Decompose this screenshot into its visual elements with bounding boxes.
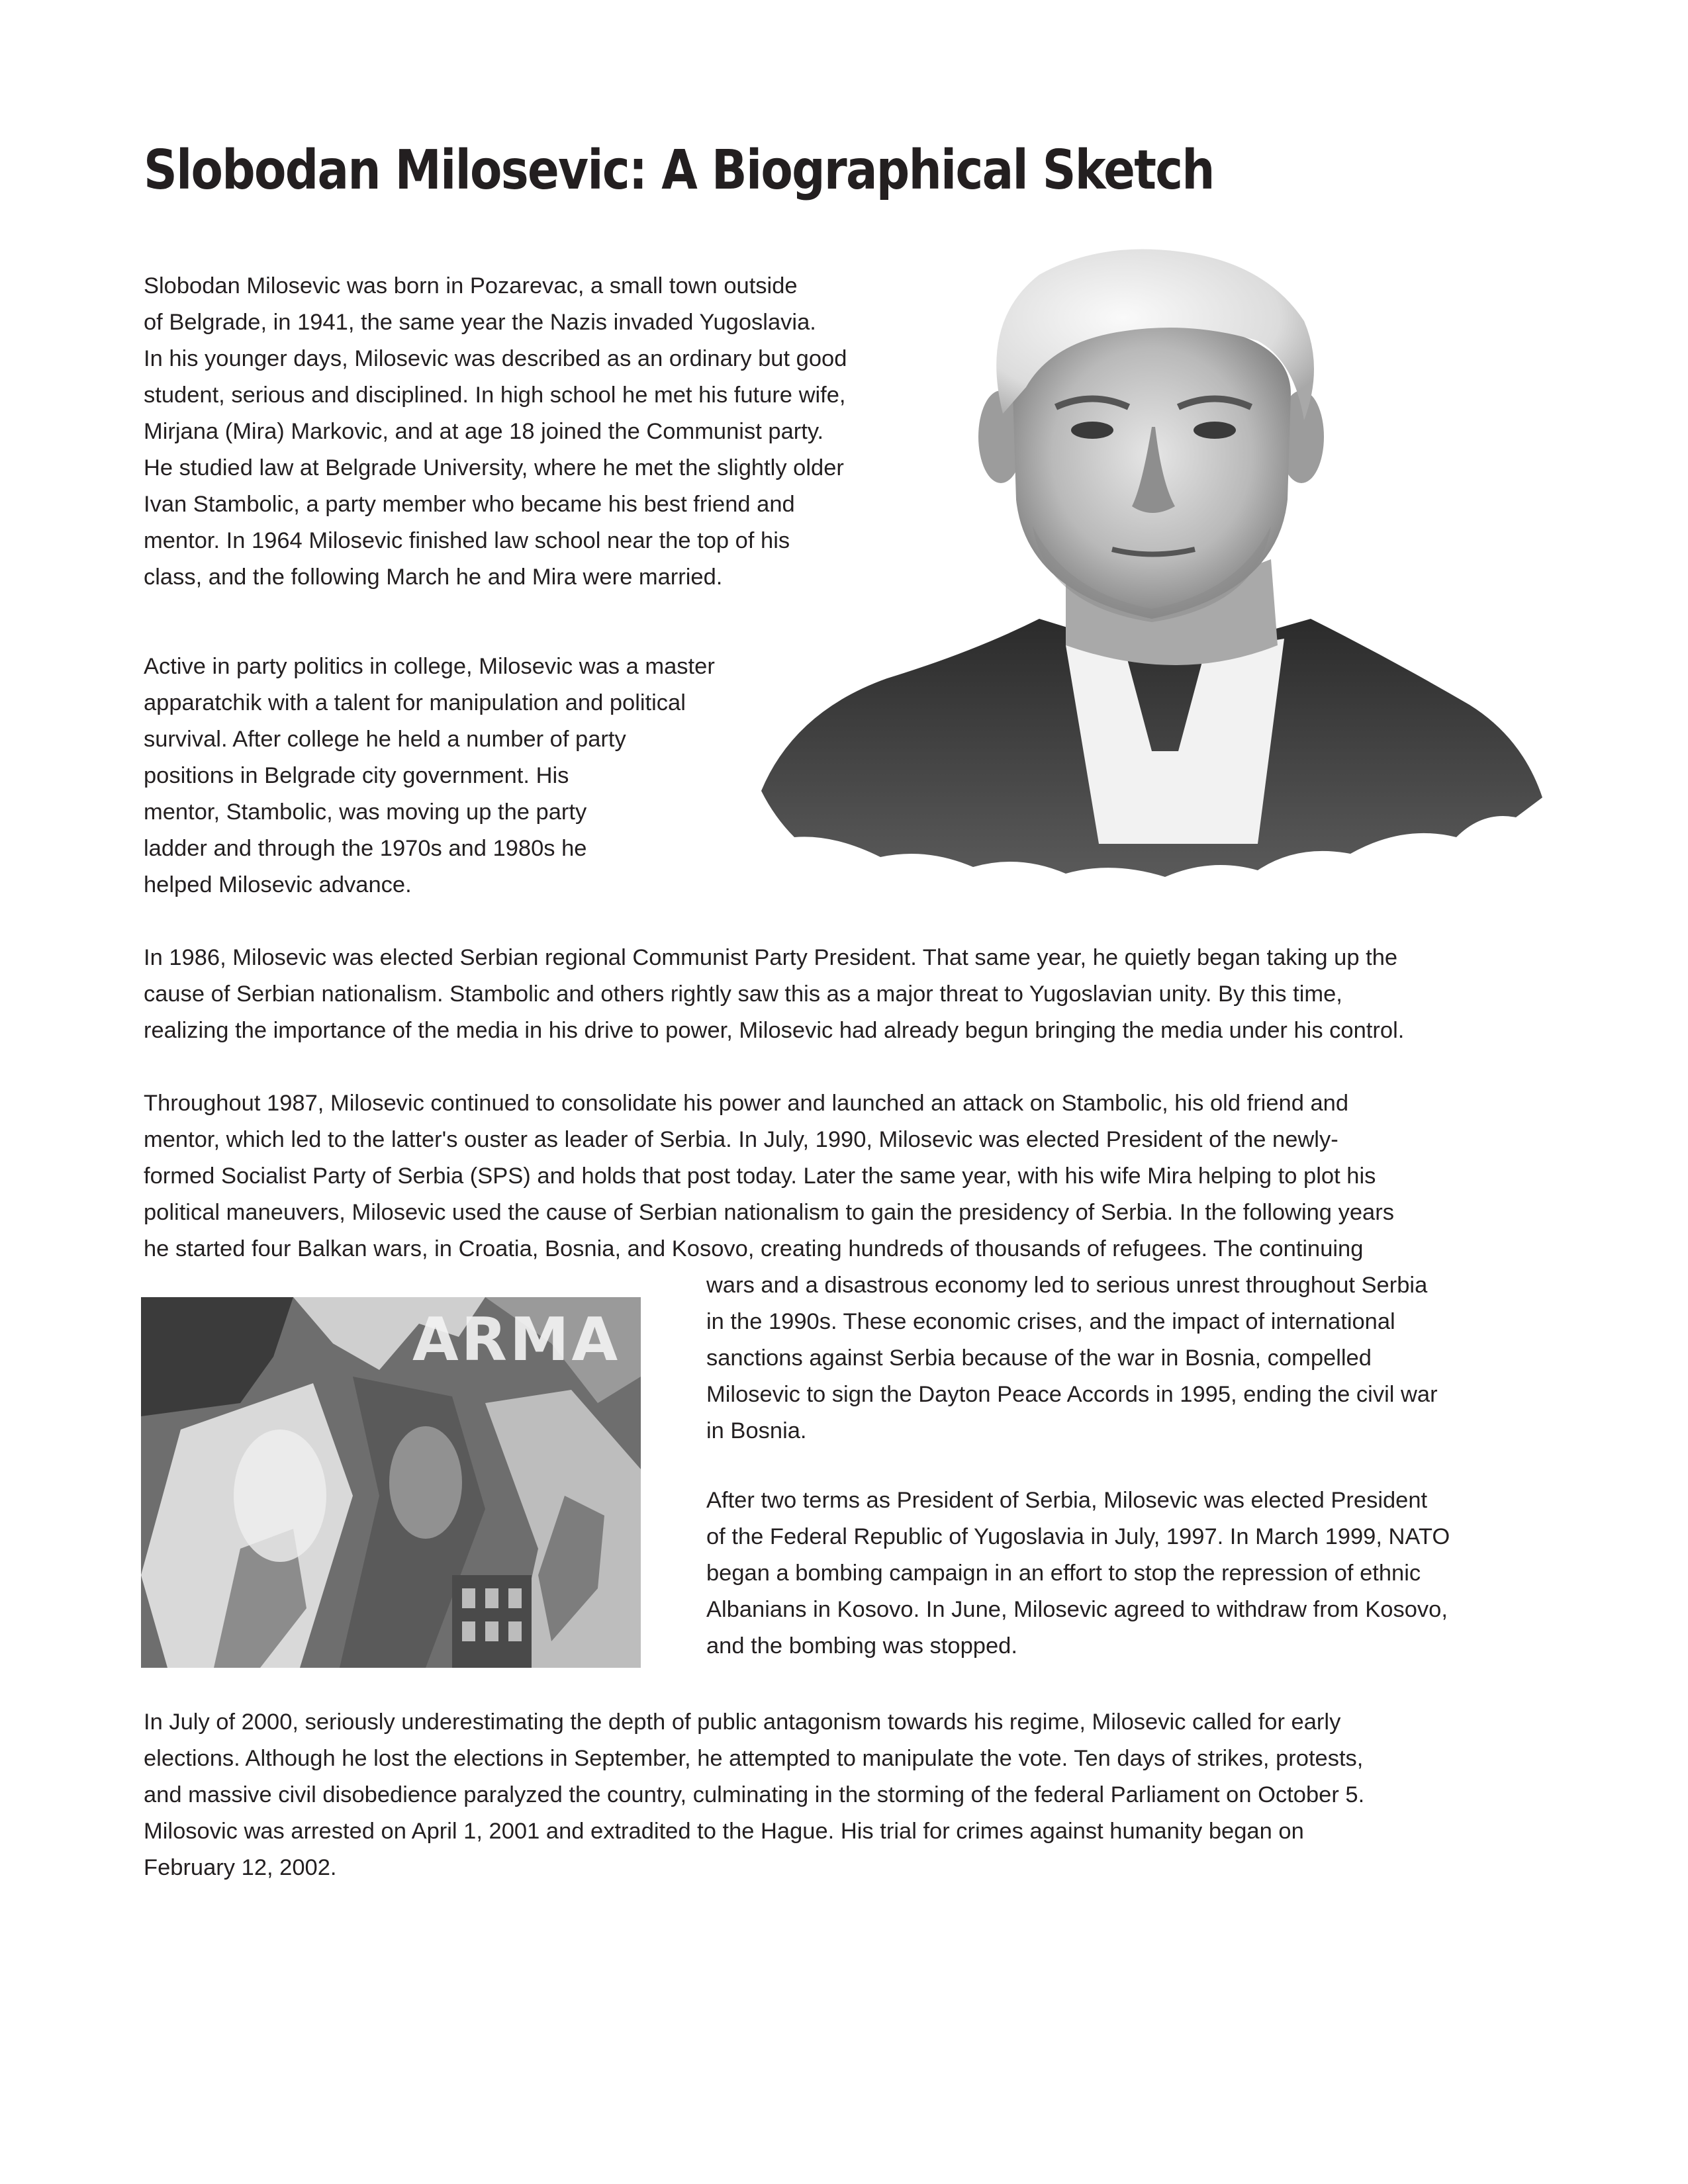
text-line: ladder and through the 1970s and 1980s he (144, 836, 587, 861)
text-line: After two terms as President of Serbia, Milosevic was elected President (706, 1488, 1428, 1513)
text-line: In his younger days, Milosevic was described as an ordinary but good (144, 346, 847, 371)
text-line: Ivan Stambolic, a party member who became his best friend and (144, 492, 795, 517)
text-line: in the 1990s. These economic crises, and the impact of international (706, 1309, 1395, 1334)
text-line: and massive civil disobedience paralyzed the country, culminating in the storming of the federal Parliament on October 5. (144, 1782, 1365, 1807)
text-line: elections. Although he lost the elections in September, he attempted to manipulate the vote. Ten days of strikes, protests, (144, 1746, 1364, 1771)
text-line: and the bombing was stopped. (706, 1633, 1017, 1659)
paragraph-1986 (144, 940, 1404, 1049)
text-line: February 12, 2002. (144, 1855, 337, 1880)
text-line: of the Federal Republic of Yugoslavia in July, 1997. In March 1999, NATO (706, 1524, 1450, 1549)
text-line: political maneuvers, Milosevic used the cause of Serbian nationalism to gain the presidency of Serbia. In the following years (144, 1200, 1394, 1225)
text-line: mentor, which led to the latter's ouster as leader of Serbia. In July, 1990, Milosevic was elected President of the newly- (144, 1127, 1338, 1152)
text-line: sanctions against Serbia because of the war in Bosnia, compelled (706, 1345, 1372, 1371)
text-line: began a bombing campaign in an effort to stop the repression of ethnic (706, 1561, 1421, 1586)
text-line: wars and a disastrous economy led to serious unrest throughout Serbia (706, 1273, 1428, 1298)
text-line: Mirjana (Mira) Markovic, and at age 18 joined the Communist party. (144, 419, 824, 444)
text-line: formed Socialist Party of Serbia (SPS) and holds that post today. Later the same year, with his wife Mira helping to plot his (144, 1163, 1376, 1189)
text-line: In July of 2000, seriously underestimating the depth of public antagonism towards his regime, Milosevic called for early (144, 1709, 1341, 1735)
paragraph-1990s (706, 1267, 1438, 1449)
text-line: Milosevic to sign the Dayton Peace Accords in 1995, ending the civil war (706, 1382, 1438, 1407)
text-line: realizing the importance of the media in his drive to power, Milosevic had already begun bringing the media under his control. (144, 1018, 1405, 1043)
text-line: class, and the following March he and Mira were married. (144, 565, 723, 590)
torn-poster-photo (141, 1297, 641, 1668)
text-line: Albanians in Kosovo. In June, Milosevic agreed to withdraw from Kosovo, (706, 1597, 1448, 1622)
text-line: He studied law at Belgrade University, where he met the slightly older (144, 455, 844, 480)
text-line: Milosovic was arrested on April 1, 2001 and extradited to the Hague. His trial for crimes against humanity began on (144, 1819, 1304, 1844)
text-line: in Bosnia. (706, 1418, 807, 1443)
paragraph-2000 (144, 1704, 1364, 1886)
paragraph-yugoslavia-president (706, 1482, 1450, 1664)
text-line: positions in Belgrade city government. His (144, 763, 569, 788)
text-line: mentor. In 1964 Milosevic finished law school near the top of his (144, 528, 790, 553)
text-line: In 1986, Milosevic was elected Serbian regional Communist Party President. That same year, he quietly began taking up the (144, 945, 1398, 970)
text-line: Slobodan Milosevic was born in Pozarevac, a small town outside (144, 273, 798, 298)
text-line: apparatchik with a talent for manipulation and political (144, 690, 686, 715)
text-line: Throughout 1987, Milosevic continued to consolidate his power and launched an attack on Stambolic, his old friend and (144, 1091, 1349, 1116)
text-line: of Belgrade, in 1941, the same year the Nazis invaded Yugoslavia. (144, 310, 816, 335)
paragraph-1987 (144, 1085, 1394, 1267)
text-line: Active in party politics in college, Milosevic was a master (144, 654, 715, 679)
text-line: student, serious and disciplined. In high school he met his future wife, (144, 383, 846, 408)
text-line: mentor, Stambolic, was moving up the party (144, 799, 587, 825)
portrait-photo (755, 248, 1549, 884)
paragraph-early-life (144, 268, 847, 596)
text-line: cause of Serbian nationalism. Stambolic and others rightly saw this as a major threat to Yugoslavian unity. By this time, (144, 981, 1342, 1007)
poster-lettering: ARMA (412, 1305, 621, 1375)
paragraph-party-politics (144, 649, 715, 903)
text-line: helped Milosevic advance. (144, 872, 412, 897)
text-line: survival. After college he held a number of party (144, 727, 626, 752)
text-line: he started four Balkan wars, in Croatia, Bosnia, and Kosovo, creating hundreds of thousands of refugees. The continuing (144, 1236, 1364, 1261)
page-title: Slobodan Milosevic: A Biographical Sketch (144, 139, 1214, 202)
